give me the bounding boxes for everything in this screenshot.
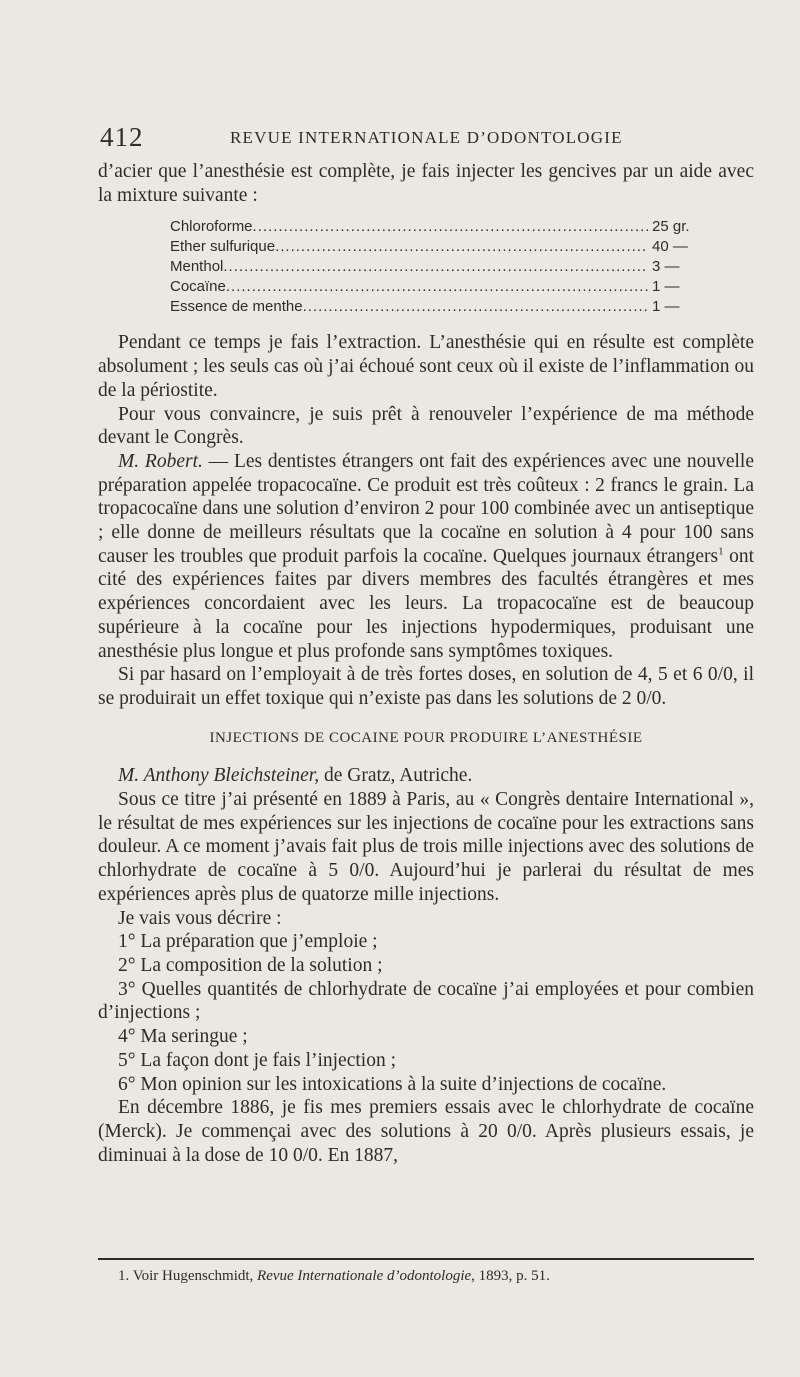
leader-dots bbox=[253, 217, 648, 237]
paragraph: Je vais vous décrire : bbox=[118, 907, 282, 929]
list-item: 6° Mon opinion sur les intoxications à la suite d’injections de cocaïne. bbox=[118, 1073, 667, 1095]
speaker-name: M. Robert. bbox=[118, 450, 203, 472]
paragraph-text: ont cité des expériences faites par divers membres des facultés étrangères et mes expériences concordaient avec les leurs. La tropacocaïne est de beaucoup supérieure à la cocaïne pour les injections hypodermiques, produisant une anesthésie plus longue et plus profonde sans symptômes toxiques. bbox=[98, 545, 755, 662]
ingredient-quantity: 40 — bbox=[652, 238, 688, 256]
leader-dots bbox=[226, 277, 648, 297]
footnote-divider bbox=[98, 1258, 754, 1260]
list-item: 3° Quelles quantités de chlorhydrate de cocaïne j’ai employées et pour combien d’injections ; bbox=[98, 978, 754, 1024]
paragraph bbox=[98, 450, 754, 663]
paragraph: Pour vous convaincre, je suis prêt à renouveler l’expérience de ma méthode devant le Congrès. bbox=[98, 403, 754, 449]
formula-row bbox=[170, 257, 710, 277]
intro-paragraph: d’acier que l’anesthésie est complète, je fais injecter les gencives par un aide avec la mixture suivante : bbox=[98, 161, 754, 206]
ingredient-name: Menthol bbox=[170, 258, 224, 276]
page-header bbox=[100, 122, 760, 154]
body-text bbox=[98, 160, 754, 1167]
speaker-line bbox=[98, 764, 754, 788]
page-number: 412 bbox=[100, 122, 144, 152]
list-item: 2° La composition de la solution ; bbox=[118, 954, 383, 976]
paragraph: En décembre 1886, je fis mes premiers essais avec le chlorhydrate de cocaïne (Merck). Je commençai avec des solutions à 20 0/0. Après plusieurs essais, je diminuai à la dose de 10 0/0. En 1887, bbox=[98, 1097, 754, 1166]
leader-dots bbox=[303, 297, 648, 317]
ingredient-quantity: 25 gr. bbox=[652, 218, 690, 236]
list-item: 5° La façon dont je fais l’injection ; bbox=[118, 1049, 396, 1071]
leader-dots bbox=[223, 257, 648, 277]
ingredient-quantity: 1 — bbox=[652, 278, 680, 296]
list-item: 1° La préparation que j’emploie ; bbox=[118, 931, 378, 953]
ingredient-name: Chloroforme bbox=[170, 218, 253, 236]
formula-row bbox=[170, 217, 710, 237]
leader-dots bbox=[275, 237, 648, 257]
formula-table bbox=[170, 217, 710, 317]
speaker-place: de Gratz, Autriche. bbox=[319, 765, 473, 787]
list-item: 4° Ma seringue ; bbox=[118, 1026, 248, 1048]
ingredient-name: Essence de menthe bbox=[170, 298, 303, 316]
ingredient-quantity: 1 — bbox=[652, 298, 680, 316]
ingredient-quantity: 3 — bbox=[652, 258, 680, 276]
ingredient-name: Ether sulfurique bbox=[170, 238, 276, 256]
paragraph: Pendant ce temps je fais l’extraction. L’anesthésie qui en résulte est complète absolument ; les seuls cas où j’ai échoué sont ceux où il existe de l’inflammation ou de la périostite. bbox=[98, 332, 754, 401]
footnote-number: 1. bbox=[118, 1268, 130, 1284]
footnote-journal: Revue Internationale d’odontologie bbox=[257, 1268, 472, 1284]
footnote-marker: 1 bbox=[718, 545, 724, 558]
paragraph: Sous ce titre j’ai présenté en 1889 à Paris, au « Congrès dentaire International », le résultat de mes expériences sur les injections de cocaïne pour les extractions sans douleur. A ce moment j’avais fait plus de trois mille injections avec des solutions de chlorhydrate de cocaïne à 5 0/0. Aujourd’hui je parlerai du résultat de mes expériences après plus de quatorze mille injections. bbox=[98, 789, 754, 905]
footnote bbox=[118, 1266, 758, 1286]
footnote-text: Voir Hugenschmidt, bbox=[129, 1268, 258, 1284]
section-heading: INJECTIONS DE COCAINE POUR PRODUIRE L’ANESTHÉSIE bbox=[209, 729, 643, 746]
paragraph: Si par hasard on l’employait à de très fortes doses, en solution de 4, 5 et 6 0/0, il se produirait un effet toxique qui n’existe pas dans les solutions de 2 0/0. bbox=[98, 664, 754, 709]
formula-row bbox=[170, 297, 710, 317]
speaker-name: M. Anthony Bleichsteiner, bbox=[118, 765, 320, 787]
footnote-text: , 1893, p. 51. bbox=[471, 1268, 550, 1284]
ingredient-name: Cocaïne bbox=[170, 278, 226, 296]
formula-row bbox=[170, 277, 710, 297]
running-title: REVUE INTERNATIONALE D’ODONTOLOGIE bbox=[230, 128, 623, 147]
formula-row bbox=[170, 237, 710, 257]
paragraph-text: — Les dentistes étrangers ont fait des expériences avec une nouvelle préparation appelée tropacocaïne. Ce produit est très coûteux : 2 francs le grain. La tropacocaïne dans une solution d’environ 2 pour 100 combinée avec un antiseptique ; elle donne de meilleurs résultats que la cocaïne en solution à 4 pour 100 sans causer les troubles que produit parfois la cocaïne. Quelques journaux étrangers bbox=[98, 450, 754, 567]
